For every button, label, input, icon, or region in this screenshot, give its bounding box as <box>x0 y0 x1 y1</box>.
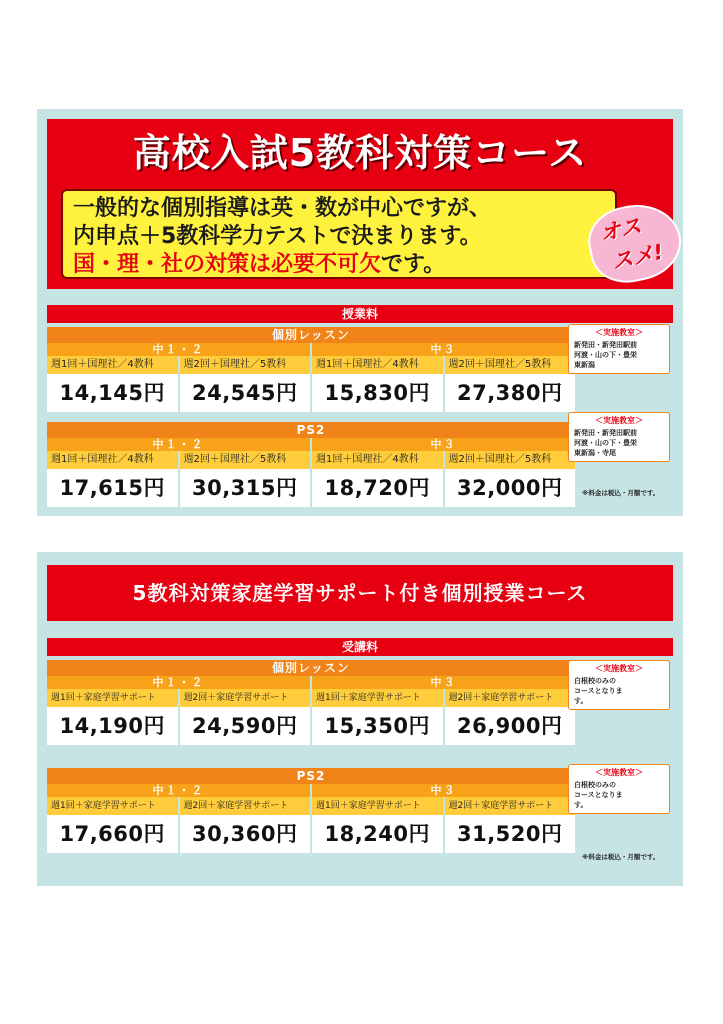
classroom-info-title: ＜実施教室＞ <box>595 768 643 777</box>
classroom-info-body: 白根校のみの コースとなりま す。 <box>574 781 623 809</box>
grade-cell: 中３ <box>310 343 575 356</box>
plan-cell: 週2回＋家庭学習サポート <box>178 797 311 815</box>
plan-cell: 週1回＋家庭学習サポート <box>310 689 443 707</box>
grade-cell: 中３ <box>310 438 575 451</box>
classroom-info-box <box>568 764 670 814</box>
price-table-ps2 <box>47 768 575 853</box>
course-name: 個別レッスン <box>47 660 575 676</box>
course-panel-5subject <box>37 109 683 516</box>
price-cell: 14,145円 <box>47 374 178 412</box>
plan-row <box>47 356 575 374</box>
intro-line-3-emphasis: 国・理・社の対策は必要不可欠 <box>73 252 382 277</box>
classroom-info-body: 白根校のみの コースとなりま す。 <box>574 677 623 705</box>
price-cell: 32,000円 <box>443 469 576 507</box>
price-cell: 18,240円 <box>310 815 443 853</box>
price-cell: 30,315円 <box>178 469 311 507</box>
intro-line-2: 内申点＋5教科学力テストで決まります。 <box>73 224 482 249</box>
price-cell: 30,360円 <box>178 815 311 853</box>
price-table-ps2 <box>47 422 575 507</box>
plan-cell: 週1回＋家庭学習サポート <box>47 797 178 815</box>
classroom-info-body: 新発田・新発田駅前 河渡・山の下・豊栄 東新潟 <box>574 341 637 369</box>
price-cell: 31,520円 <box>443 815 576 853</box>
price-cell: 17,615円 <box>47 469 178 507</box>
grade-row <box>47 438 575 451</box>
grade-cell: 中１・２ <box>47 784 310 797</box>
price-row <box>47 469 575 507</box>
section-label: 授業料 <box>47 305 673 323</box>
plan-cell: 週1回＋国理社／4教科 <box>47 356 178 374</box>
panel-header-title: 5教科対策家庭学習サポート付き個別授業コース <box>47 565 673 621</box>
grade-cell: 中１・２ <box>47 676 310 689</box>
grade-row <box>47 784 575 797</box>
panel-header <box>47 119 673 289</box>
classroom-info-body: 新発田・新発田駅前 河渡・山の下・豊栄 東新潟・寺尾 <box>574 429 637 457</box>
plan-cell: 週1回＋家庭学習サポート <box>310 797 443 815</box>
grade-cell: 中３ <box>310 676 575 689</box>
price-cell: 26,900円 <box>443 707 576 745</box>
plan-cell: 週2回＋国理社／5教科 <box>178 356 311 374</box>
plan-cell: 週2回＋国理社／5教科 <box>178 451 311 469</box>
price-note: ※料金は税込・月額です。 <box>582 853 660 861</box>
price-cell: 24,545円 <box>178 374 311 412</box>
price-row <box>47 374 575 412</box>
price-table-kobetsu <box>47 327 575 412</box>
intro-line-1: 一般的な個別指導は英・数が中心ですが、 <box>73 196 492 221</box>
course-name: 個別レッスン <box>47 327 575 343</box>
badge-text-bottom: スメ! <box>609 239 666 274</box>
price-cell: 24,590円 <box>178 707 311 745</box>
intro-box <box>61 189 617 279</box>
classroom-info-title: ＜実施教室＞ <box>595 416 643 425</box>
price-cell: 17,660円 <box>47 815 178 853</box>
intro-line-3 <box>73 251 605 279</box>
plan-cell: 週1回＋国理社／4教科 <box>47 451 178 469</box>
plan-cell: 週2回＋国理社／5教科 <box>443 356 576 374</box>
plan-cell: 週2回＋国理社／5教科 <box>443 451 576 469</box>
classroom-info-box <box>568 324 670 374</box>
grade-row <box>47 343 575 356</box>
course-panel-home-study <box>37 552 683 886</box>
grade-cell: 中１・２ <box>47 343 310 356</box>
plan-row <box>47 797 575 815</box>
grade-cell: 中１・２ <box>47 438 310 451</box>
section-label: 受講料 <box>47 638 673 656</box>
price-cell: 18,720円 <box>310 469 443 507</box>
plan-cell: 週1回＋国理社／4教科 <box>310 356 443 374</box>
course-name: PS2 <box>47 422 575 438</box>
plan-cell: 週2回＋家庭学習サポート <box>178 689 311 707</box>
classroom-info-box <box>568 660 670 710</box>
classroom-info-title: ＜実施教室＞ <box>595 328 643 337</box>
intro-line-3-tail: です。 <box>381 252 446 277</box>
price-note: ※料金は税込・月額です。 <box>582 489 660 497</box>
price-table-kobetsu <box>47 660 575 745</box>
price-cell: 15,830円 <box>310 374 443 412</box>
course-name: PS2 <box>47 768 575 784</box>
price-cell: 27,380円 <box>443 374 576 412</box>
price-row <box>47 815 575 853</box>
price-cell: 14,190円 <box>47 707 178 745</box>
page-title: 高校入試5教科対策コース <box>132 131 588 175</box>
plan-row <box>47 451 575 469</box>
plan-row <box>47 689 575 707</box>
plan-cell: 週1回＋家庭学習サポート <box>47 689 178 707</box>
grade-row <box>47 676 575 689</box>
price-row <box>47 707 575 745</box>
grade-cell: 中３ <box>310 784 575 797</box>
price-cell: 15,350円 <box>310 707 443 745</box>
badge-text-top: オス <box>597 213 644 246</box>
plan-cell: 週1回＋国理社／4教科 <box>310 451 443 469</box>
classroom-info-box <box>568 412 670 462</box>
classroom-info-title: ＜実施教室＞ <box>595 664 643 673</box>
plan-cell: 週2回＋家庭学習サポート <box>443 689 576 707</box>
plan-cell: 週2回＋家庭学習サポート <box>443 797 576 815</box>
